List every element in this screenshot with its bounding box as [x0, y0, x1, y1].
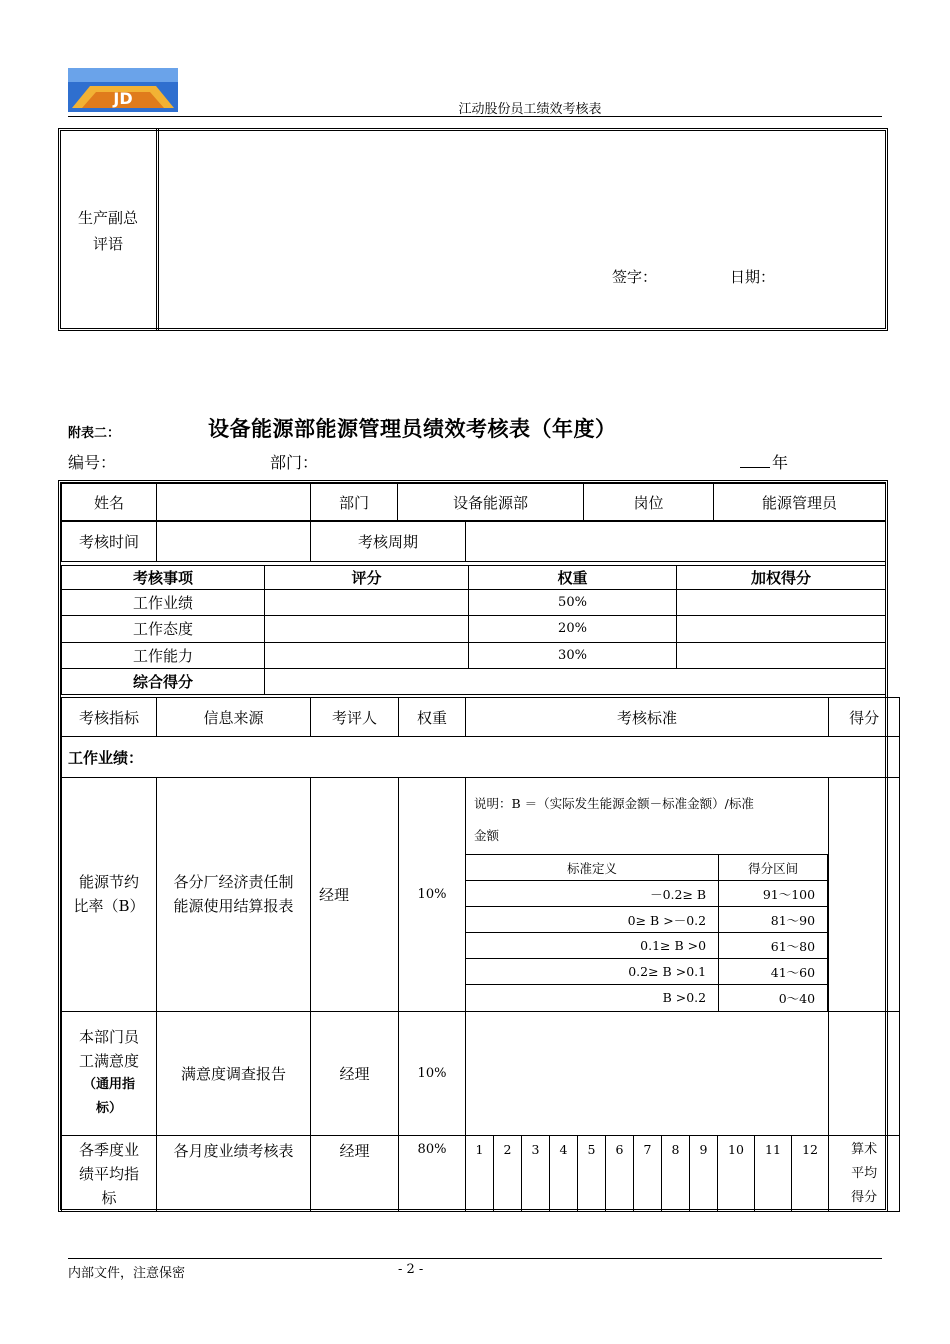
ind-header-indicator: 考核指标	[62, 698, 157, 737]
company-logo	[68, 68, 178, 112]
summary-item: 工作能力	[62, 642, 265, 668]
quarterly-name-line2: 绩平均指	[78, 1164, 139, 1183]
month-cell-4[interactable]: 4	[550, 1135, 578, 1211]
table-row	[466, 933, 828, 959]
info-row-1	[61, 483, 886, 521]
std-range: 91～100	[719, 881, 828, 907]
std-range: 0～40	[719, 985, 828, 1011]
energy-score[interactable]	[829, 778, 900, 1012]
signature-label: 签字：	[612, 268, 658, 286]
month-cell-1[interactable]: 1	[466, 1135, 494, 1211]
energy-indicator	[62, 778, 157, 1012]
vp-comment-label-line1: 生产副总	[77, 209, 138, 227]
form-title: 设备能源部能源管理员绩效考核表（年度）	[208, 416, 617, 441]
summary-score[interactable]	[265, 616, 469, 642]
std-def: 0.2≥ B >0.1	[466, 959, 719, 985]
ind-header-weight: 权重	[399, 698, 466, 737]
quarterly-weight: 80%	[399, 1135, 466, 1211]
table-row	[62, 590, 886, 616]
ind-header-score: 得分	[829, 698, 900, 737]
month-cell-6[interactable]: 6	[606, 1135, 634, 1211]
summary-item: 工作态度	[62, 616, 265, 642]
summary-weighted[interactable]	[677, 616, 886, 642]
satisfaction-standard	[466, 1011, 829, 1135]
period-time-label: 考核时间	[62, 522, 157, 562]
dept-info-label: 部门	[311, 484, 398, 521]
energy-standard-table	[466, 854, 828, 1011]
table-row	[62, 1011, 900, 1135]
section-work-performance: 工作业绩：	[62, 737, 900, 778]
table-row	[466, 985, 828, 1011]
name-value[interactable]	[157, 484, 311, 521]
position-label: 岗位	[584, 484, 714, 521]
quarterly-indicator	[62, 1135, 157, 1211]
std-def: 0.1≥ B >0	[466, 933, 719, 959]
table-row	[62, 1135, 900, 1211]
std-range: 81～90	[719, 907, 828, 933]
ind-header-source: 信息来源	[157, 698, 311, 737]
summary-weight: 30%	[469, 642, 677, 668]
position-value: 能源管理员	[714, 484, 886, 521]
info-row-2	[61, 521, 886, 562]
summary-weight: 50%	[469, 590, 677, 616]
year-blank[interactable]	[740, 467, 770, 468]
month-cell-9[interactable]: 9	[690, 1135, 718, 1211]
date-label: 日期：	[730, 268, 776, 286]
energy-source	[157, 778, 311, 1012]
table-row	[466, 907, 828, 933]
avg-line1: 算术	[851, 1141, 878, 1157]
avg-line2: 平均	[851, 1165, 878, 1181]
satisfaction-name-line3: （通用指	[82, 1077, 135, 1092]
table-row	[62, 778, 900, 1012]
std-range: 61～80	[719, 933, 828, 959]
quarterly-average	[829, 1135, 900, 1211]
std-header-range: 得分区间	[719, 855, 828, 881]
summary-score[interactable]	[265, 642, 469, 668]
satisfaction-name-line1: 本部门员	[78, 1028, 139, 1046]
month-cell-7[interactable]: 7	[634, 1135, 662, 1211]
energy-note-line1: 说明：B ＝（实际发生能源金额－标准金额）/标准	[474, 796, 754, 811]
energy-name-line2: 比率（B）	[73, 897, 145, 916]
satisfaction-source: 满意度调查报告	[157, 1011, 311, 1135]
energy-evaluator: 经理	[311, 778, 399, 1012]
quarterly-source: 各月度业绩考核表	[157, 1135, 311, 1211]
period-cycle-label: 考核周期	[311, 522, 466, 562]
vp-comment-divider	[156, 128, 159, 331]
energy-note-line2: 金额	[474, 828, 500, 843]
total-score-value[interactable]	[265, 668, 886, 694]
summary-header-score: 评分	[265, 566, 469, 590]
quarterly-evaluator: 经理	[311, 1135, 399, 1211]
header-title: 江动股份员工绩效考核表	[458, 102, 602, 117]
std-header-def: 标准定义	[466, 855, 719, 881]
energy-weight: 10%	[399, 778, 466, 1012]
month-cell-11[interactable]: 11	[755, 1135, 792, 1211]
satisfaction-score[interactable]	[829, 1011, 900, 1135]
footer-rule	[68, 1258, 882, 1259]
satisfaction-weight: 10%	[399, 1011, 466, 1135]
period-cycle-value[interactable]	[466, 522, 886, 562]
energy-note	[466, 778, 828, 846]
vp-comment-box	[58, 128, 888, 331]
dept-label: 部门：	[270, 453, 319, 472]
footer-confidential: 内部文件，注意保密	[68, 1266, 186, 1281]
month-cell-8[interactable]: 8	[662, 1135, 690, 1211]
month-cell-2[interactable]: 2	[494, 1135, 522, 1211]
summary-score[interactable]	[265, 590, 469, 616]
month-cell-5[interactable]: 5	[578, 1135, 606, 1211]
logo-text: JD	[113, 89, 133, 108]
quarterly-name-line1: 各季度业	[78, 1140, 139, 1159]
satisfaction-evaluator: 经理	[311, 1011, 399, 1135]
header-rule	[68, 116, 882, 117]
ind-header-standard: 考核标准	[466, 698, 829, 737]
quarterly-name-line3: 标	[101, 1188, 117, 1207]
table-row	[466, 959, 828, 985]
month-cell-10[interactable]: 10	[718, 1135, 755, 1211]
table-row	[466, 881, 828, 907]
summary-header-weight: 权重	[469, 566, 677, 590]
year-label: 年	[772, 453, 789, 472]
summary-header-weighted: 加权得分	[677, 566, 886, 590]
summary-header-item: 考核事项	[62, 566, 265, 590]
summary-table	[61, 565, 886, 695]
vp-comment-label-line2: 评语	[92, 235, 123, 253]
avg-line3: 得分	[851, 1189, 878, 1205]
period-time-value[interactable]	[157, 522, 311, 562]
table-row	[62, 616, 886, 642]
satisfaction-indicator	[62, 1011, 157, 1135]
std-range: 41～60	[719, 959, 828, 985]
page-number: - 2 -	[398, 1262, 424, 1277]
summary-weighted[interactable]	[677, 642, 886, 668]
std-def: －0.2≥ B	[466, 881, 719, 907]
energy-standard	[466, 778, 829, 1012]
appendix-label: 附表二：	[68, 426, 121, 441]
std-def: B >0.2	[466, 985, 719, 1011]
vp-comment-label	[62, 205, 154, 257]
name-label: 姓名	[62, 484, 157, 521]
energy-name-line1: 能源节约	[78, 873, 139, 892]
dept-value: 设备能源部	[398, 484, 584, 521]
serial-label: 编号：	[68, 453, 117, 472]
summary-item: 工作业绩	[62, 590, 265, 616]
energy-source-line1: 各分厂经济责任制	[173, 873, 294, 892]
summary-weight: 20%	[469, 616, 677, 642]
ind-header-evaluator: 考评人	[311, 698, 399, 737]
satisfaction-name-line4: 标）	[95, 1101, 122, 1116]
month-cell-12[interactable]: 12	[792, 1135, 829, 1211]
indicators-table	[61, 697, 900, 1212]
energy-source-line2: 能源使用结算报表	[173, 897, 294, 916]
summary-weighted[interactable]	[677, 590, 886, 616]
total-score-label: 综合得分	[62, 668, 265, 694]
std-def: 0≥ B >－0.2	[466, 907, 719, 933]
month-cell-3[interactable]: 3	[522, 1135, 550, 1211]
table-row	[62, 642, 886, 668]
satisfaction-name-line2: 工满意度	[78, 1052, 139, 1070]
